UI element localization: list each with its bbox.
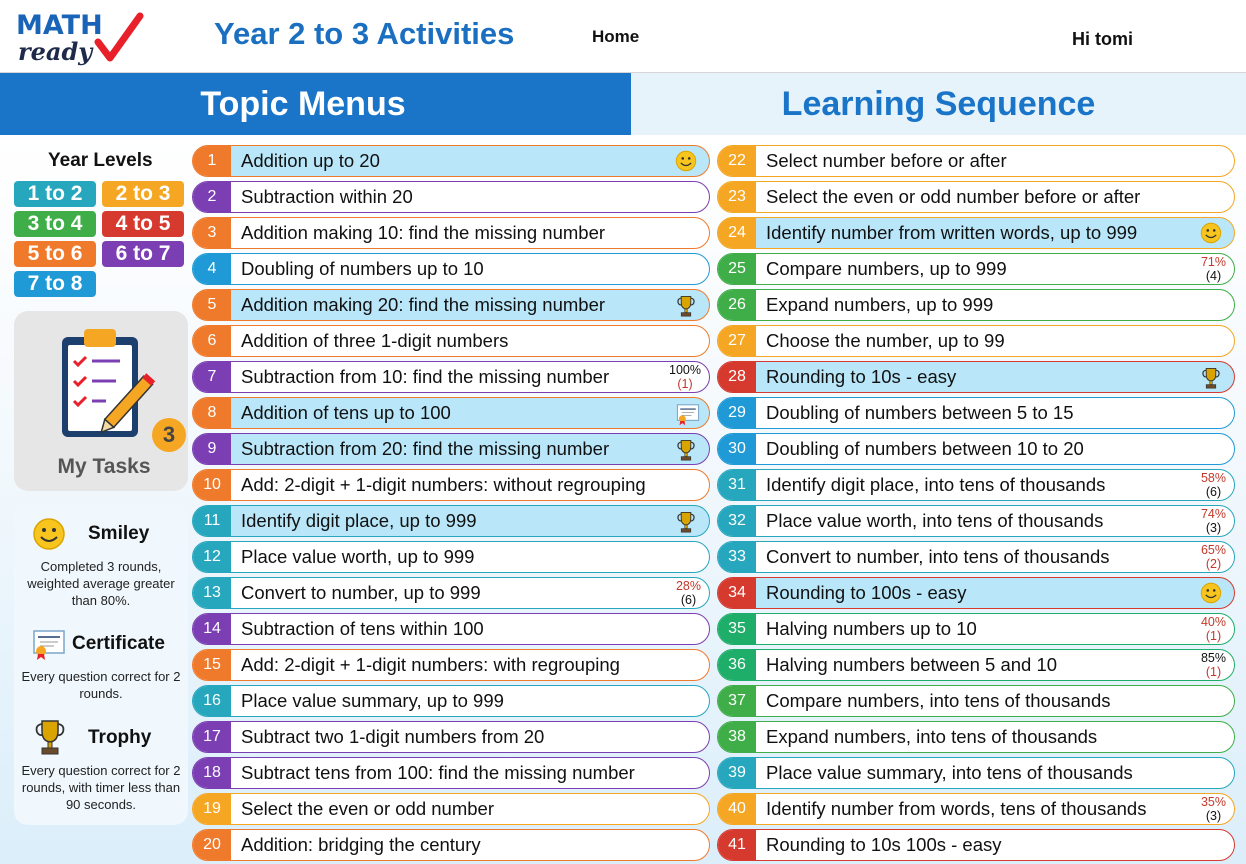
activity-number: 22 bbox=[718, 146, 756, 176]
activity-label: Subtract tens from 100: find the missing number bbox=[241, 762, 635, 783]
activity-label: Rounding to 10s 100s - easy bbox=[766, 834, 1002, 855]
activity-label: Rounding to 10s - easy bbox=[766, 366, 957, 387]
certificate-icon bbox=[675, 402, 697, 424]
activity-row-39[interactable] bbox=[717, 757, 1235, 789]
activity-row-38[interactable] bbox=[717, 721, 1235, 753]
score-percent: 28% bbox=[675, 579, 701, 593]
activity-label: Place value worth, up to 999 bbox=[241, 546, 475, 567]
score-attempts: (4) bbox=[1205, 269, 1222, 283]
logo-text-ready: ready bbox=[18, 37, 93, 66]
score-percent: 58% bbox=[1200, 471, 1226, 485]
score-percent: 40% bbox=[1200, 615, 1226, 629]
activity-number: 40 bbox=[718, 794, 756, 824]
activity-row-13[interactable] bbox=[192, 577, 710, 609]
year-level-button-7-to-8[interactable]: 7 to 8 bbox=[14, 271, 96, 297]
activity-number: 38 bbox=[718, 722, 756, 752]
activity-label: Addition up to 20 bbox=[241, 150, 380, 171]
smiley-icon bbox=[32, 517, 66, 551]
smiley-icon bbox=[1200, 582, 1222, 604]
activity-number: 11 bbox=[193, 506, 231, 536]
user-greeting[interactable]: Hi tomi bbox=[1072, 29, 1133, 49]
activity-label: Convert to number, up to 999 bbox=[241, 582, 481, 603]
activity-label: Convert to number, into tens of thousands bbox=[766, 546, 1110, 567]
activity-number: 7 bbox=[193, 362, 231, 392]
activity-number: 10 bbox=[193, 470, 231, 500]
rewards-legend bbox=[14, 503, 188, 825]
activity-label: Doubling of numbers between 10 to 20 bbox=[766, 438, 1084, 459]
activity-row-33[interactable] bbox=[717, 541, 1235, 573]
activity-row-28[interactable] bbox=[717, 361, 1235, 393]
legend-smiley-title: Smiley bbox=[88, 523, 150, 544]
score-attempts: (2) bbox=[1205, 557, 1222, 571]
activity-row-19[interactable] bbox=[192, 793, 710, 825]
score-attempts: (1) bbox=[677, 377, 693, 391]
activity-score bbox=[1201, 507, 1226, 535]
legend-trophy-desc: Every question correct for 2 rounds, with timer less than 90 seconds. bbox=[21, 763, 181, 812]
score-attempts: (1) bbox=[1205, 665, 1222, 679]
legend-certificate-desc: Every question correct for 2 rounds. bbox=[21, 669, 181, 701]
activity-row-23[interactable] bbox=[717, 181, 1235, 213]
math-ready-logo[interactable] bbox=[16, 8, 146, 68]
activity-label: Rounding to 100s - easy bbox=[766, 582, 967, 603]
activity-row-40[interactable] bbox=[717, 793, 1235, 825]
activity-label: Identify digit place, into tens of thousands bbox=[766, 474, 1106, 495]
activity-label: Subtraction from 10: find the missing number bbox=[241, 366, 610, 387]
activity-label: Identify number from written words, up to 999 bbox=[766, 222, 1138, 243]
activity-score bbox=[669, 363, 701, 391]
activity-label: Addition of tens up to 100 bbox=[241, 402, 451, 423]
activity-number: 18 bbox=[193, 758, 231, 788]
activity-number: 9 bbox=[193, 434, 231, 464]
certificate-icon bbox=[32, 627, 66, 661]
logo-text-math: MATH bbox=[16, 10, 103, 41]
activity-row-11[interactable] bbox=[192, 505, 710, 537]
activity-label: Addition making 10: find the missing number bbox=[241, 222, 606, 243]
activity-label: Doubling of numbers between 5 to 15 bbox=[766, 402, 1074, 423]
activity-number: 14 bbox=[193, 614, 231, 644]
activity-label: Select the even or odd number before or after bbox=[766, 186, 1141, 207]
activity-label: Choose the number, up to 99 bbox=[766, 330, 1005, 351]
trophy-icon bbox=[34, 717, 66, 757]
trophy-icon bbox=[675, 438, 697, 460]
score-attempts: (3) bbox=[1205, 809, 1222, 823]
activity-label: Identify digit place, up to 999 bbox=[241, 510, 477, 531]
trophy-icon bbox=[1200, 366, 1222, 388]
activity-row-6[interactable] bbox=[192, 325, 710, 357]
activity-row-35[interactable] bbox=[717, 613, 1235, 645]
activity-row-31[interactable] bbox=[717, 469, 1235, 501]
activity-number: 23 bbox=[718, 182, 756, 212]
activity-label: Subtraction of tens within 100 bbox=[241, 618, 484, 639]
activity-number: 27 bbox=[718, 326, 756, 356]
activity-row-25[interactable] bbox=[717, 253, 1235, 285]
tab-learning-sequence[interactable]: Learning Sequence bbox=[631, 73, 1246, 135]
score-percent: 71% bbox=[1200, 255, 1226, 269]
checkmark-icon bbox=[94, 12, 144, 66]
activity-row-7[interactable] bbox=[192, 361, 710, 393]
activity-row-10[interactable] bbox=[192, 469, 710, 501]
activity-label: Addition of three 1-digit numbers bbox=[241, 330, 509, 351]
activity-row-15[interactable] bbox=[192, 649, 710, 681]
activity-number: 39 bbox=[718, 758, 756, 788]
activity-number: 26 bbox=[718, 290, 756, 320]
score-attempts: (6) bbox=[1205, 485, 1222, 499]
activity-number: 34 bbox=[718, 578, 756, 608]
activity-row-22[interactable] bbox=[717, 145, 1235, 177]
activity-number: 2 bbox=[193, 182, 231, 212]
my-tasks-button[interactable] bbox=[14, 311, 188, 491]
activity-label: Subtract two 1-digit numbers from 20 bbox=[241, 726, 545, 747]
activity-row-3[interactable] bbox=[192, 217, 710, 249]
year-level-button-4-to-5[interactable]: 4 to 5 bbox=[102, 211, 184, 237]
activity-row-29[interactable] bbox=[717, 397, 1235, 429]
activity-number: 31 bbox=[718, 470, 756, 500]
activity-row-17[interactable] bbox=[192, 721, 710, 753]
activity-label: Place value worth, into tens of thousands bbox=[766, 510, 1104, 531]
page-title: Year 2 to 3 Activities bbox=[214, 16, 515, 51]
activity-label: Place value summary, up to 999 bbox=[241, 690, 504, 711]
activity-row-41[interactable] bbox=[717, 829, 1235, 861]
activity-row-37[interactable] bbox=[717, 685, 1235, 717]
activity-label: Addition making 20: find the missing number bbox=[241, 294, 606, 315]
year-level-button-5-to-6[interactable]: 5 to 6 bbox=[14, 241, 96, 267]
activity-row-14[interactable] bbox=[192, 613, 710, 645]
activity-number: 12 bbox=[193, 542, 231, 572]
activity-row-16[interactable] bbox=[192, 685, 710, 717]
app-header bbox=[0, 0, 1246, 73]
activity-number: 36 bbox=[718, 650, 756, 680]
activity-label: Select number before or after bbox=[766, 150, 1007, 171]
activity-label: Halving numbers up to 10 bbox=[766, 618, 977, 639]
activity-number: 41 bbox=[718, 830, 756, 860]
activity-row-34[interactable] bbox=[717, 577, 1235, 609]
score-percent: 100% bbox=[669, 363, 701, 377]
activity-row-36[interactable] bbox=[717, 649, 1235, 681]
trophy-icon bbox=[675, 294, 697, 316]
activity-label: Subtraction within 20 bbox=[241, 186, 413, 207]
activity-score bbox=[1201, 255, 1226, 283]
activity-number: 32 bbox=[718, 506, 756, 536]
activity-row-27[interactable] bbox=[717, 325, 1235, 357]
score-attempts: (3) bbox=[1205, 521, 1222, 535]
activity-row-12[interactable] bbox=[192, 541, 710, 573]
activity-label: Doubling of numbers up to 10 bbox=[241, 258, 484, 279]
activity-row-9[interactable] bbox=[192, 433, 710, 465]
activity-row-20[interactable] bbox=[192, 829, 710, 861]
activity-label: Identify number from words, tens of thousands bbox=[766, 798, 1147, 819]
activity-label: Compare numbers, up to 999 bbox=[766, 258, 1007, 279]
activity-number: 20 bbox=[193, 830, 231, 860]
activity-number: 5 bbox=[193, 290, 231, 320]
activity-number: 29 bbox=[718, 398, 756, 428]
activity-label: Compare numbers, into tens of thousands bbox=[766, 690, 1111, 711]
activity-number: 35 bbox=[718, 614, 756, 644]
score-percent: 65% bbox=[1200, 543, 1226, 557]
activity-row-18[interactable] bbox=[192, 757, 710, 789]
tab-topic-menus[interactable]: Topic Menus bbox=[0, 73, 631, 135]
activity-number: 17 bbox=[193, 722, 231, 752]
legend-smiley-desc: Completed 3 rounds, weighted average greater than 80%. bbox=[27, 559, 175, 608]
activity-row-5[interactable] bbox=[192, 289, 710, 321]
activity-label: Add: 2-digit + 1-digit numbers: without regrouping bbox=[241, 474, 646, 495]
year-level-button-6-to-7[interactable]: 6 to 7 bbox=[102, 241, 184, 267]
smiley-icon bbox=[675, 150, 697, 172]
activity-label: Expand numbers, into tens of thousands bbox=[766, 726, 1098, 747]
activity-label: Halving numbers between 5 and 10 bbox=[766, 654, 1058, 675]
year-level-button-1-to-2[interactable]: 1 to 2 bbox=[14, 181, 96, 207]
activity-score bbox=[676, 579, 701, 607]
legend-trophy-title: Trophy bbox=[88, 727, 152, 748]
score-percent: 35% bbox=[1200, 795, 1226, 809]
smiley-icon bbox=[1200, 222, 1222, 244]
activity-number: 19 bbox=[193, 794, 231, 824]
activity-label: Add: 2-digit + 1-digit numbers: with regrouping bbox=[241, 654, 620, 675]
activity-number: 1 bbox=[193, 146, 231, 176]
activity-number: 30 bbox=[718, 434, 756, 464]
activity-row-2[interactable] bbox=[192, 181, 710, 213]
year-level-button-2-to-3[interactable]: 2 to 3 bbox=[102, 181, 184, 207]
activity-row-26[interactable] bbox=[717, 289, 1235, 321]
activity-number: 37 bbox=[718, 686, 756, 716]
activity-row-24[interactable] bbox=[717, 217, 1235, 249]
activity-score bbox=[1201, 615, 1226, 643]
activity-label: Subtraction from 20: find the missing number bbox=[241, 438, 610, 459]
score-attempts: (6) bbox=[680, 593, 697, 607]
score-percent: 85% bbox=[1200, 651, 1226, 665]
activity-number: 28 bbox=[718, 362, 756, 392]
activity-number: 8 bbox=[193, 398, 231, 428]
activity-row-4[interactable] bbox=[192, 253, 710, 285]
activity-row-32[interactable] bbox=[717, 505, 1235, 537]
nav-home-link[interactable]: Home bbox=[592, 27, 640, 46]
activity-number: 25 bbox=[718, 254, 756, 284]
activity-number: 24 bbox=[718, 218, 756, 248]
tasks-count-badge: 3 bbox=[152, 418, 186, 452]
activity-number: 6 bbox=[193, 326, 231, 356]
activity-score bbox=[1201, 651, 1226, 679]
activity-number: 15 bbox=[193, 650, 231, 680]
year-level-button-3-to-4[interactable]: 3 to 4 bbox=[14, 211, 96, 237]
my-tasks-label: My Tasks bbox=[57, 455, 151, 478]
clipboard-icon bbox=[60, 327, 160, 455]
activity-score bbox=[1201, 471, 1226, 499]
activity-score bbox=[1201, 795, 1226, 823]
year-levels-title: Year Levels bbox=[48, 150, 153, 171]
activity-label: Expand numbers, up to 999 bbox=[766, 294, 994, 315]
activity-row-30[interactable] bbox=[717, 433, 1235, 465]
activity-number: 16 bbox=[193, 686, 231, 716]
activity-number: 13 bbox=[193, 578, 231, 608]
activity-number: 33 bbox=[718, 542, 756, 572]
activity-number: 3 bbox=[193, 218, 231, 248]
activity-label: Place value summary, into tens of thousands bbox=[766, 762, 1133, 783]
score-attempts: (1) bbox=[1205, 629, 1222, 643]
activity-label: Select the even or odd number bbox=[241, 798, 494, 819]
activity-score bbox=[1201, 543, 1226, 571]
activity-number: 4 bbox=[193, 254, 231, 284]
activity-row-8[interactable] bbox=[192, 397, 710, 429]
legend-certificate-title: Certificate bbox=[72, 633, 165, 654]
activity-label: Addition: bridging the century bbox=[241, 834, 481, 855]
score-percent: 74% bbox=[1200, 507, 1226, 521]
activity-row-1[interactable] bbox=[192, 145, 710, 177]
trophy-icon bbox=[675, 510, 697, 532]
